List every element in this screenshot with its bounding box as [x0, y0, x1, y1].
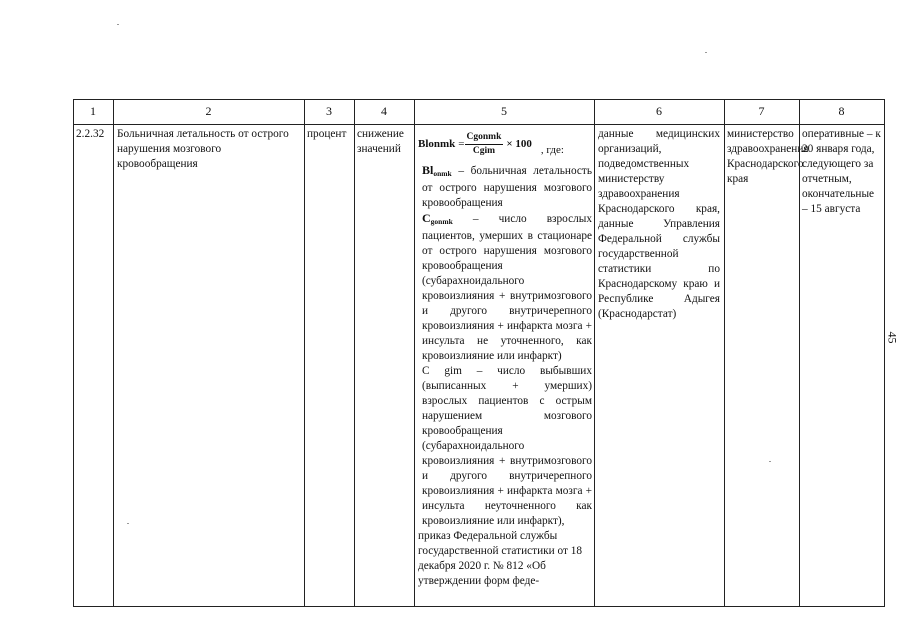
- col-border: [113, 99, 114, 607]
- reporting-deadline: оперативные – к 20 января года, следующего за отчетным, окончательные – 15 августа: [802, 128, 881, 215]
- definition-symbol: C: [422, 211, 431, 225]
- col-border: [724, 99, 725, 607]
- regulation-reference: приказ Федеральной службы государственной статистики от 18 декабря 2020 г. № 812 «Об утверждении форм феде-: [418, 530, 583, 587]
- definition-cgonmk: [418, 211, 592, 364]
- col-border: [884, 99, 885, 607]
- definition-text: – больничная летальность от острого нарушения мозгового кровообращения: [422, 165, 592, 209]
- col-border: [304, 99, 305, 607]
- formula-multiplier: × 100: [506, 137, 532, 150]
- formula-suffix: , где:: [540, 143, 564, 156]
- header-col-1: 1: [90, 104, 96, 118]
- definition-symbol: Bl: [422, 163, 434, 177]
- header-col-3: 3: [326, 104, 332, 118]
- formula-equals: =: [458, 137, 465, 150]
- header-col-6: 6: [656, 104, 662, 118]
- indicator-table: [73, 99, 885, 607]
- header-col-8: 8: [838, 104, 845, 118]
- unit-of-measure: процент: [307, 128, 347, 140]
- definition-subscript: onmk: [433, 169, 452, 178]
- col-border: [799, 99, 800, 607]
- definition-cgim: C gim – число выбывших (выписанных + умерших) взрослых пациентов с острым нарушением мозгового кровообращения (субарахноидального кровоизлияния + внутримозгового и другого внутричерепного кровоизлияния + инфаркта мозга + инсульта неуточненного как кровоизлияние или инфаркт),: [422, 365, 592, 527]
- col-border: [354, 99, 355, 607]
- definition-subscript: gonmk: [430, 217, 453, 226]
- calculation-method: [418, 125, 592, 589]
- row-number: 2.2.32: [76, 128, 105, 140]
- definition-blonmk: [418, 163, 592, 211]
- indicator-name: Больничная летальность от острого нарушения мозгового кровообращения: [117, 128, 289, 170]
- formula-fraction: [465, 132, 504, 157]
- formula-lhs: Blonmk: [418, 137, 456, 150]
- responsible-body: министерство здравоохранения Краснодарского края: [727, 128, 809, 185]
- scan-speck: [127, 523, 129, 524]
- scan-speck: [769, 461, 771, 462]
- col-border: [414, 99, 415, 607]
- formula: [418, 125, 592, 163]
- definition-text: – число взрослых пациентов, умерших в стационаре от острого нарушения мозгового кровообращения (субарахноидального кровоизлияния + внутримозгового и другого внутричерепного кровоизлияния + инфаркта мозга + инсульта не уточненного, как кровоизлияние или инфаркт): [422, 213, 592, 362]
- col-border: [594, 99, 595, 607]
- header-col-7: 7: [758, 104, 765, 118]
- scan-speck: [705, 52, 707, 53]
- col-border: [73, 99, 74, 607]
- table-bottom-border: [73, 606, 885, 607]
- scan-speck: [117, 24, 119, 25]
- page-number: 45: [885, 331, 900, 344]
- trend-direction: снижение значений: [357, 128, 404, 155]
- data-sources: данные медицинских организаций, подведомственных министерству здравоохранения Краснодарского края, данные Управления Федеральной службы государственной статистики по Краснодарскому краю и Республике Адыгея (Краснодарстат): [598, 128, 720, 320]
- header-col-4: 4: [381, 104, 387, 118]
- formula-denominator: Cgim: [472, 145, 496, 156]
- formula-numerator: Cgonmk: [465, 132, 504, 145]
- header-col-2: 2: [205, 104, 212, 118]
- header-col-5: 5: [501, 104, 507, 118]
